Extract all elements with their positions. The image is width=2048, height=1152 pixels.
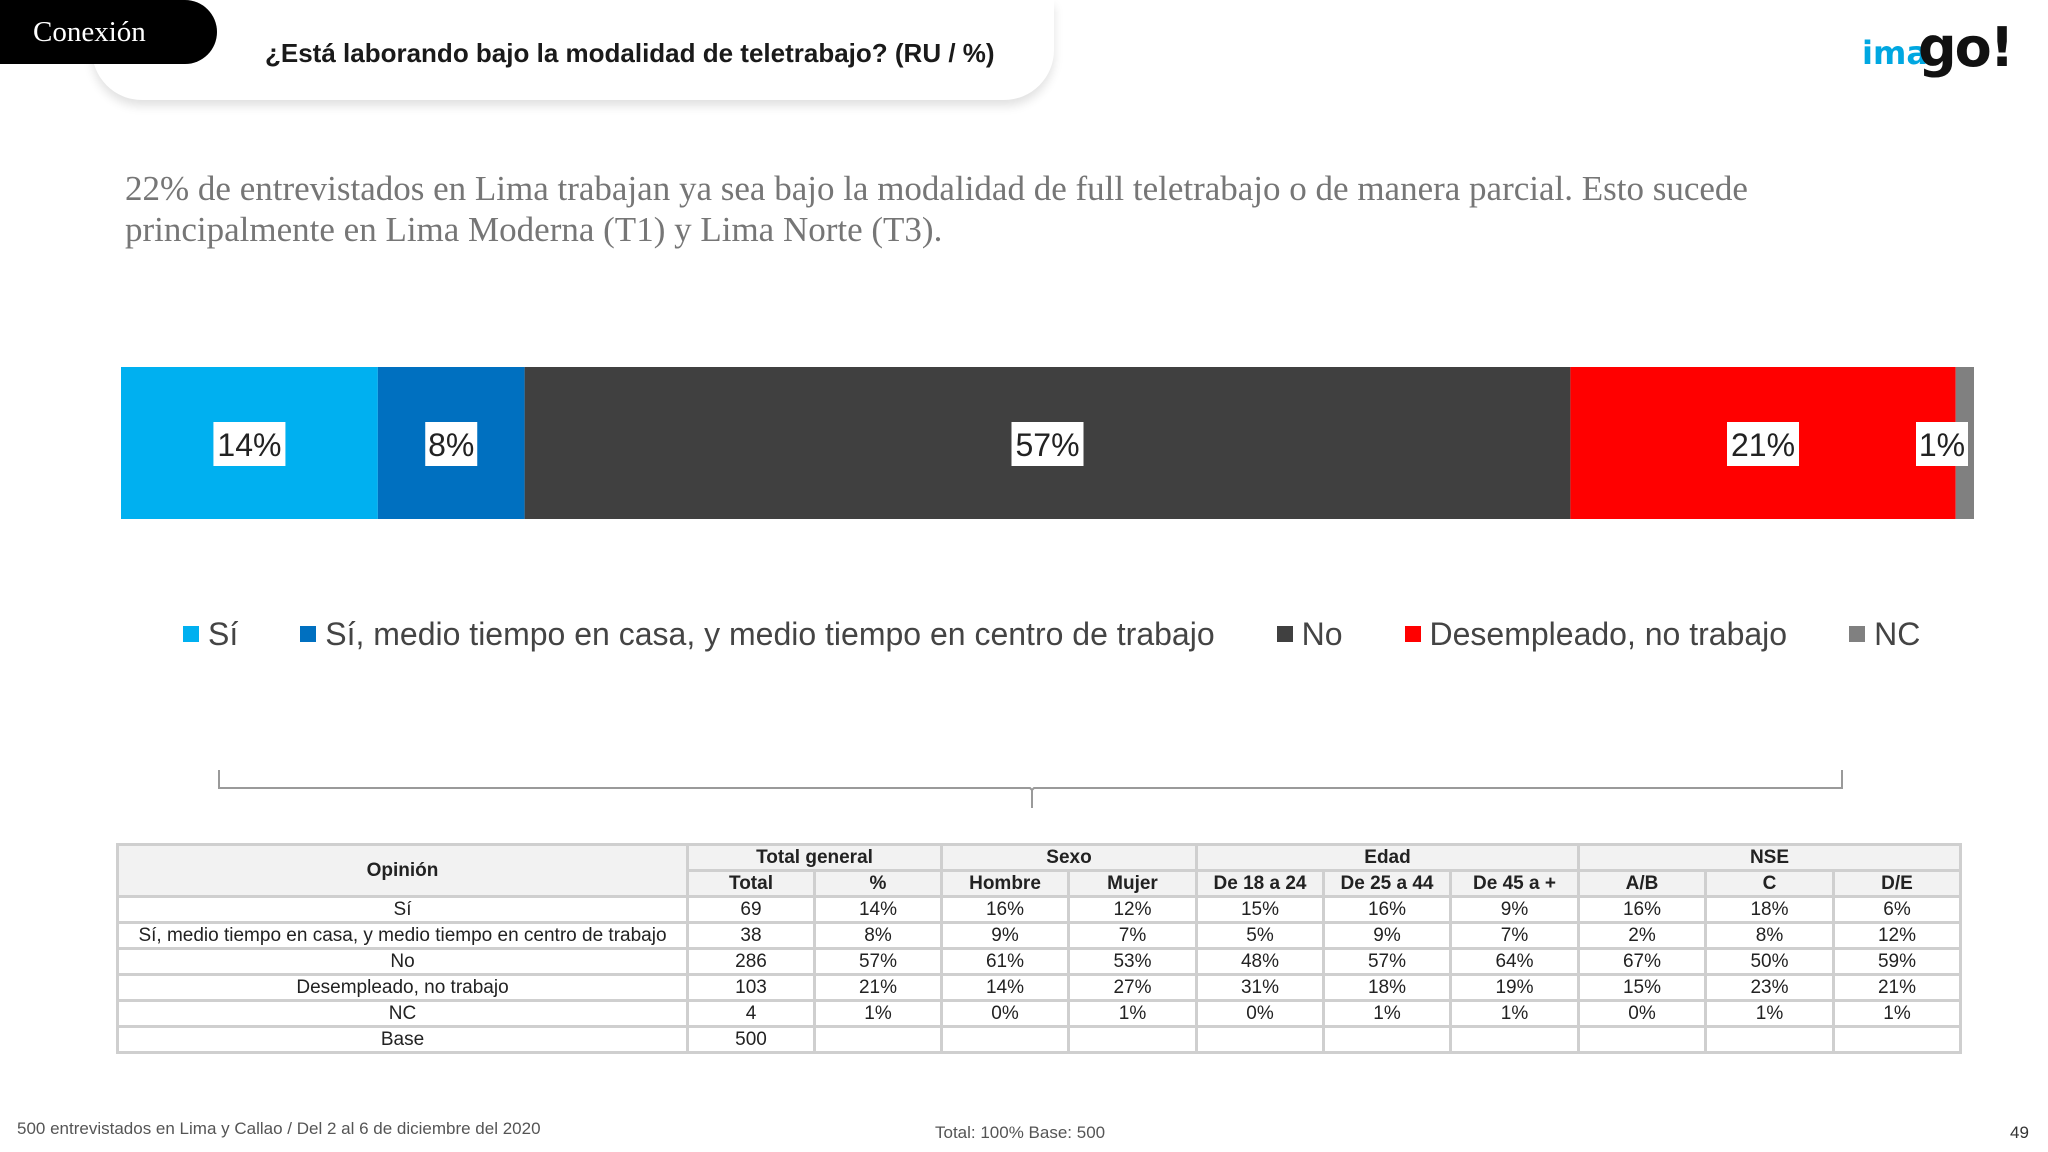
- table-cell: 31%: [1197, 975, 1324, 1001]
- table-cell: 21%: [815, 975, 942, 1001]
- table-cell: 0%: [1579, 1001, 1706, 1027]
- table-cell: 19%: [1451, 975, 1579, 1001]
- row-label: Sí, medio tiempo en casa, y medio tiempo en centro de trabajo: [118, 923, 688, 949]
- legend-label: No: [1301, 615, 1343, 652]
- subheader-cell: Mujer: [1069, 871, 1197, 897]
- table-group-header-row: [118, 845, 1961, 871]
- table-cell: 38: [688, 923, 815, 949]
- header-opinion: Opinión: [118, 845, 688, 897]
- table-cell: [1197, 1027, 1324, 1053]
- table-cell: 5%: [1197, 923, 1324, 949]
- group-total-general: Total general: [688, 845, 942, 871]
- table-cell: 18%: [1706, 897, 1834, 923]
- table-cell: 1%: [1324, 1001, 1451, 1027]
- table-cell: 69: [688, 897, 815, 923]
- table-cell: 50%: [1706, 949, 1834, 975]
- table-body: [118, 897, 1961, 1053]
- table-cell: [1451, 1027, 1579, 1053]
- table-cell: [1579, 1027, 1706, 1053]
- row-label: No: [118, 949, 688, 975]
- table-cell: 48%: [1197, 949, 1324, 975]
- question-title: ¿Está laborando bajo la modalidad de teletrabajo? (RU / %): [265, 38, 995, 68]
- table-cell: 8%: [1706, 923, 1834, 949]
- row-label: Desempleado, no trabajo: [118, 975, 688, 1001]
- subheader-cell: A/B: [1579, 871, 1706, 897]
- table-cell: [1834, 1027, 1961, 1053]
- table-cell: 6%: [1834, 897, 1961, 923]
- table-cell: 4: [688, 1001, 815, 1027]
- footer-source: 500 entrevistados en Lima y Callao / Del 2 al 6 de diciembre del 2020: [17, 1119, 541, 1138]
- data-label-2: 57%: [1015, 427, 1080, 463]
- data-label-0: 14%: [217, 427, 282, 463]
- table-cell: 27%: [1069, 975, 1197, 1001]
- table-cell: 8%: [815, 923, 942, 949]
- table-cell: 1%: [1706, 1001, 1834, 1027]
- table-cell: 9%: [942, 923, 1069, 949]
- subheader-cell: De 45 a +: [1451, 871, 1579, 897]
- table-cell: 57%: [815, 949, 942, 975]
- table-row: [118, 923, 1961, 949]
- table-cell: 14%: [815, 897, 942, 923]
- table-cell: 1%: [1451, 1001, 1579, 1027]
- subheader-cell: De 25 a 44: [1324, 871, 1451, 897]
- table-cell: 1%: [1069, 1001, 1197, 1027]
- table-cell: [1706, 1027, 1834, 1053]
- data-label-1: 8%: [428, 427, 475, 463]
- page-number: 49: [2010, 1123, 2029, 1142]
- table-cell: 1%: [815, 1001, 942, 1027]
- table-cell: 500: [688, 1027, 815, 1053]
- row-label: NC: [118, 1001, 688, 1027]
- subheader-cell: D/E: [1834, 871, 1961, 897]
- table-cell: 103: [688, 975, 815, 1001]
- subheader-cell: %: [815, 871, 942, 897]
- row-label: Base: [118, 1027, 688, 1053]
- logo-text-part1: ima: [1862, 34, 1928, 72]
- table-cell: [1324, 1027, 1451, 1053]
- crosstab-table: [116, 843, 1962, 1054]
- table-cell: 21%: [1834, 975, 1961, 1001]
- data-label-3: 21%: [1730, 427, 1796, 463]
- subheader-cell: Total: [688, 871, 815, 897]
- table-cell: 16%: [942, 897, 1069, 923]
- subheader-cell: C: [1706, 871, 1834, 897]
- table-cell: 23%: [1706, 975, 1834, 1001]
- table-cell: 9%: [1324, 923, 1451, 949]
- table-cell: [1069, 1027, 1197, 1053]
- group-edad: Edad: [1197, 845, 1579, 871]
- legend-label: NC: [1874, 615, 1921, 652]
- table-cell: 7%: [1069, 923, 1197, 949]
- table-row: [118, 1027, 1961, 1053]
- table-cell: 286: [688, 949, 815, 975]
- subheader-cell: Hombre: [942, 871, 1069, 897]
- table-cell: 0%: [942, 1001, 1069, 1027]
- table-cell: 61%: [942, 949, 1069, 975]
- headline-text: 22% de entrevistados en Lima trabajan ya sea bajo la modalidad de full teletrabajo o de manera parcial. Esto sucede principalmente en Lima Moderna (T1) y Lima Norte (T3).: [125, 169, 1748, 249]
- table-cell: 2%: [1579, 923, 1706, 949]
- footer-base: Total: 100% Base: 500: [935, 1123, 1106, 1142]
- table-cell: 16%: [1579, 897, 1706, 923]
- table-cell: 59%: [1834, 949, 1961, 975]
- row-label: Sí: [118, 897, 688, 923]
- legend-label: Desempleado, no trabajo: [1429, 615, 1788, 652]
- table-cell: 15%: [1579, 975, 1706, 1001]
- legend-label: Sí, medio tiempo en casa, y medio tiempo en centro de trabajo: [325, 615, 1215, 652]
- table-cell: [815, 1027, 942, 1053]
- table-cell: 16%: [1324, 897, 1451, 923]
- table-cell: 67%: [1579, 949, 1706, 975]
- bracket-line: [219, 770, 1842, 808]
- table-row: [118, 1001, 1961, 1027]
- table-row: [118, 897, 1961, 923]
- table-cell: 9%: [1451, 897, 1579, 923]
- table-cell: 18%: [1324, 975, 1451, 1001]
- table-cell: 1%: [1834, 1001, 1961, 1027]
- table-cell: 12%: [1834, 923, 1961, 949]
- table-cell: 53%: [1069, 949, 1197, 975]
- table-cell: 0%: [1197, 1001, 1324, 1027]
- table-cell: 15%: [1197, 897, 1324, 923]
- subheader-cell: De 18 a 24: [1197, 871, 1324, 897]
- group-nse: NSE: [1579, 845, 1961, 871]
- table-cell: 7%: [1451, 923, 1579, 949]
- table-cell: 12%: [1069, 897, 1197, 923]
- data-label-4: 1%: [1918, 427, 1966, 463]
- group-sexo: Sexo: [942, 845, 1197, 871]
- table-cell: [942, 1027, 1069, 1053]
- table-row: [118, 975, 1961, 1001]
- table-cell: 14%: [942, 975, 1069, 1001]
- section-tag: Conexión: [0, 0, 217, 64]
- table-cell: 64%: [1451, 949, 1579, 975]
- table-row: [118, 949, 1961, 975]
- table-cell: 57%: [1324, 949, 1451, 975]
- logo-text-part2: go!: [1918, 16, 2013, 79]
- legend-label: Sí: [208, 615, 239, 652]
